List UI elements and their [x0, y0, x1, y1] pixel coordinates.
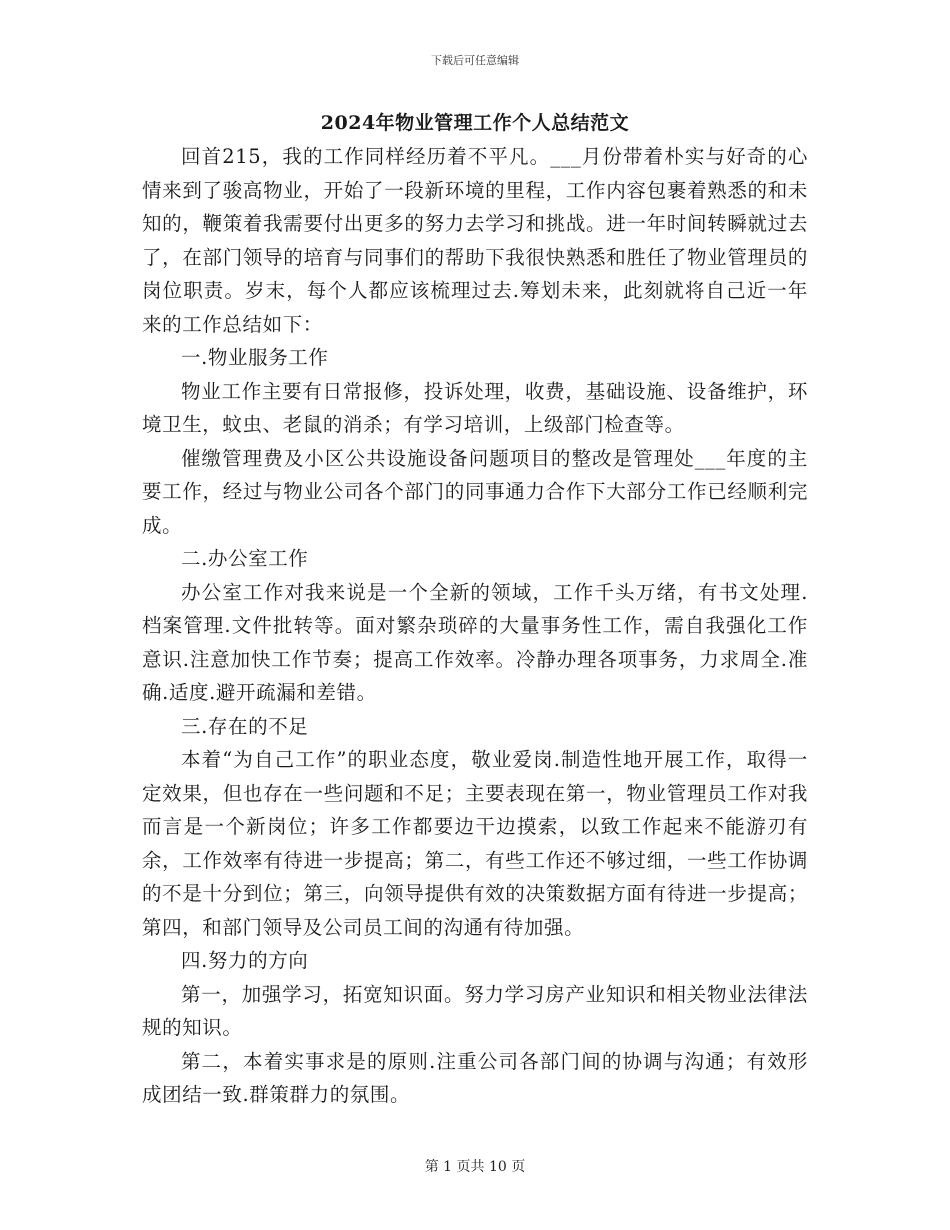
header-note: 下载后可任意编辑: [431, 54, 519, 67]
paragraph: 第一，加强学习，拓宽知识面。努力学习房产业知识和相关物业法律法规的知识。: [142, 982, 808, 1039]
section-heading-4: 四.努力的方向: [181, 949, 309, 972]
paragraph: 第二，本着实事求是的原则.注重公司各部门间的协调与沟通；有效形成团结一致.群策群力的氛围。: [142, 1049, 808, 1106]
paragraph: 本着“为自己工作”的职业态度，敬业爱岗.制造性地开展工作，取得一定效果，但也存在一些问题和不足；主要表现在第一，物业管理员工作对我而言是一个新岗位；许多工作都要边干边摸索，以致工作起来不能游刃有余，工作效率有待进一步提高；第二，有些工作还不够过细，一些工作协调的不是十分到位；第三，向领导提供有效的决策数据方面有待进一步提高；第四，和部门领导及公司员工间的沟通有待加强。: [142, 748, 808, 939]
paragraph: 办公室工作对我来说是一个全新的领域，工作千头万绪，有书文处理.档案管理.文件批转等。面对繁杂琐碎的大量事务性工作，需自我强化工作意识.注意加快工作节奏；提高工作效率。冷静办理各项事务，力求周全.准确.适度.避开疏漏和差错。: [142, 580, 808, 704]
paragraph: 催缴管理费及小区公共设施设备问题项目的整改是管理处___年度的主要工作，经过与物业公司各个部门的同事通力合作下大部分工作已经顺利完成。: [142, 446, 808, 537]
document-body: [142, 140, 808, 1112]
section-heading-1: 一.物业服务工作: [181, 346, 329, 369]
section-heading-3: 三.存在的不足: [181, 714, 309, 738]
section-heading-2: 二.办公室工作: [181, 547, 309, 570]
page-footer: 第 1 页共 10 页: [424, 1159, 526, 1175]
paragraph: 物业工作主要有日常报修，投诉处理，收费，基础设施、设备维护，环境卫生，蚊虫、老鼠的消杀；有学习培训，上级部门检查等。: [142, 379, 808, 436]
paragraph-intro: 回首215，我的工作同样经历着不平凡。___月份带着朴实与好奇的心情来到了骏高物业，开始了一段新环境的里程，工作内容包裹着熟悉的和未知的，鞭策着我需要付出更多的努力去学习和挑战。进一年时间转瞬就过去了，在部门领导的培育与同事们的帮助下我很快熟悉和胜任了物业管理员的岗位职责。岁末，每个人都应该梳理过去.筹划未来，此刻就将自己近一年来的工作总结如下：: [142, 145, 808, 336]
document-title: 2024年物业管理工作个人总结范文: [320, 112, 630, 134]
